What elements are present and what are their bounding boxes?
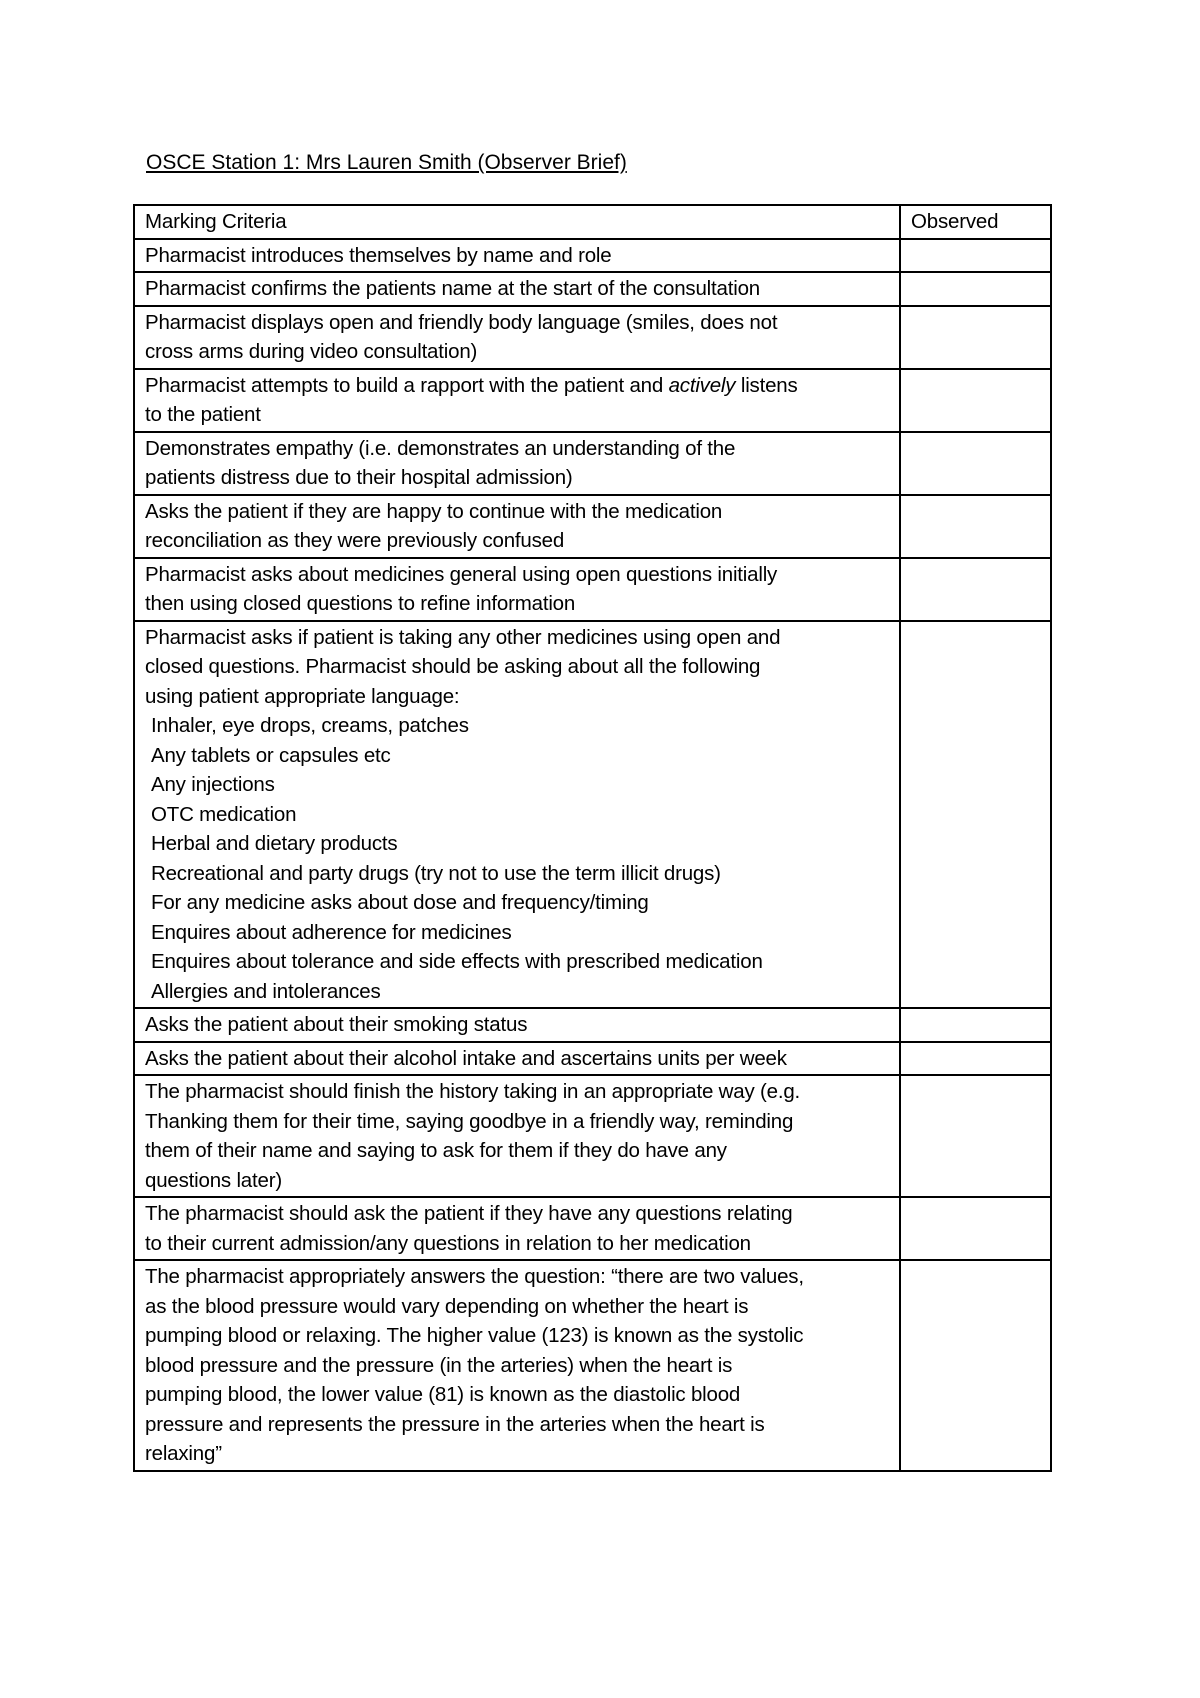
criteria-sub-item: Enquires about adherence for medicines bbox=[151, 920, 512, 944]
table-row bbox=[134, 1197, 1051, 1260]
criteria-text: questions later) bbox=[145, 1168, 282, 1192]
criteria-text: listens bbox=[735, 373, 798, 397]
criteria-sub-item: OTC medication bbox=[151, 802, 297, 826]
criteria-cell bbox=[134, 495, 900, 558]
criteria-cell bbox=[134, 621, 900, 1009]
page-title: OSCE Station 1: Mrs Lauren Smith (Observer Brief) bbox=[146, 151, 627, 174]
criteria-text-emphasis: actively bbox=[668, 373, 736, 397]
observed-cell[interactable] bbox=[900, 558, 1051, 621]
criteria-text: them of their name and saying to ask for them if they do have any bbox=[145, 1139, 727, 1162]
criteria-cell bbox=[134, 558, 900, 621]
observed-cell[interactable] bbox=[900, 239, 1051, 273]
criteria-sub-item: Herbal and dietary products bbox=[151, 832, 398, 855]
criteria-cell bbox=[134, 1075, 900, 1197]
criteria-text: Pharmacist confirms the patients name at the start of the consultation bbox=[145, 277, 760, 300]
criteria-text: as the blood pressure would vary depending on whether the heart is bbox=[145, 1294, 749, 1318]
table-row bbox=[134, 306, 1051, 369]
criteria-text: patients distress due to their hospital admission) bbox=[145, 466, 573, 489]
criteria-text: Pharmacist asks about medicines general using open questions initially bbox=[145, 562, 778, 586]
criteria-sub-item: Enquires about tolerance and side effects with prescribed medication bbox=[151, 950, 763, 973]
criteria-text: cross arms during video consultation) bbox=[145, 340, 478, 363]
criteria-cell bbox=[134, 1260, 900, 1471]
observed-cell[interactable] bbox=[900, 432, 1051, 495]
criteria-cell bbox=[134, 239, 900, 273]
header-marking-criteria: Marking Criteria bbox=[134, 205, 900, 239]
table-row bbox=[134, 369, 1051, 432]
observed-cell[interactable] bbox=[900, 1042, 1051, 1076]
criteria-text: Pharmacist asks if patient is taking any other medicines using open and bbox=[145, 625, 781, 649]
marking-criteria-table bbox=[133, 204, 1052, 1472]
observed-cell[interactable] bbox=[900, 1008, 1051, 1042]
table-row bbox=[134, 1008, 1051, 1042]
table-row bbox=[134, 1260, 1051, 1471]
criteria-cell bbox=[134, 1197, 900, 1260]
criteria-text: then using closed questions to refine information bbox=[145, 592, 576, 615]
table-row bbox=[134, 621, 1051, 1009]
criteria-sub-item: Allergies and intolerances bbox=[151, 979, 381, 1003]
criteria-sub-item: Any injections bbox=[151, 773, 275, 796]
criteria-text-line bbox=[145, 371, 889, 401]
criteria-text: Pharmacist attempts to build a rapport with the patient and bbox=[145, 373, 669, 397]
criteria-cell bbox=[134, 1042, 900, 1076]
criteria-text: blood pressure and the pressure (in the arteries) when the heart is bbox=[145, 1353, 733, 1377]
criteria-text: The pharmacist should ask the patient if they have any questions relating bbox=[145, 1202, 793, 1225]
criteria-text: Demonstrates empathy (i.e. demonstrates an understanding of the bbox=[145, 436, 736, 460]
table-row bbox=[134, 558, 1051, 621]
criteria-cell bbox=[134, 306, 900, 369]
criteria-text: Pharmacist introduces themselves by name and role bbox=[145, 243, 612, 267]
criteria-cell bbox=[134, 1008, 900, 1042]
criteria-text: Thanking them for their time, saying goodbye in a friendly way, reminding bbox=[145, 1109, 794, 1133]
criteria-text: closed questions. Pharmacist should be asking about all the following bbox=[145, 655, 761, 678]
observed-cell[interactable] bbox=[900, 1260, 1051, 1471]
criteria-text: using patient appropriate language: bbox=[145, 684, 460, 708]
criteria-text: pumping blood, the lower value (81) is known as the diastolic blood bbox=[145, 1383, 741, 1406]
criteria-sub-item: Inhaler, eye drops, creams, patches bbox=[151, 714, 469, 737]
criteria-text: Asks the patient about their smoking status bbox=[145, 1013, 528, 1036]
header-observed: Observed bbox=[900, 205, 1051, 239]
observed-cell[interactable] bbox=[900, 369, 1051, 432]
criteria-sub-item: Recreational and party drugs (try not to use the term illicit drugs) bbox=[151, 861, 721, 885]
table-row bbox=[134, 495, 1051, 558]
table-row bbox=[134, 239, 1051, 273]
observed-cell[interactable] bbox=[900, 495, 1051, 558]
criteria-text: Pharmacist displays open and friendly body language (smiles, does not bbox=[145, 310, 778, 334]
table-row bbox=[134, 272, 1051, 306]
criteria-text: pumping blood or relaxing. The higher value (123) is known as the systolic bbox=[145, 1324, 804, 1347]
criteria-text: relaxing” bbox=[145, 1442, 222, 1465]
table-header-row bbox=[134, 205, 1051, 239]
criteria-text: to the patient bbox=[145, 403, 261, 426]
criteria-sub-item: Any tablets or capsules etc bbox=[151, 743, 391, 767]
observed-cell[interactable] bbox=[900, 1197, 1051, 1260]
table-row bbox=[134, 432, 1051, 495]
table-row bbox=[134, 1075, 1051, 1197]
criteria-text: Asks the patient about their alcohol intake and ascertains units per week bbox=[145, 1046, 787, 1070]
criteria-text: Asks the patient if they are happy to continue with the medication bbox=[145, 499, 723, 523]
criteria-text: The pharmacist appropriately answers the question: “there are two values, bbox=[145, 1265, 804, 1288]
criteria-cell bbox=[134, 369, 900, 432]
criteria-text: reconciliation as they were previously confused bbox=[145, 529, 565, 552]
criteria-text: The pharmacist should finish the history taking in an appropriate way (e.g. bbox=[145, 1080, 801, 1103]
observed-cell[interactable] bbox=[900, 621, 1051, 1009]
criteria-cell bbox=[134, 272, 900, 306]
observed-cell[interactable] bbox=[900, 306, 1051, 369]
observed-cell[interactable] bbox=[900, 1075, 1051, 1197]
observed-cell[interactable] bbox=[900, 272, 1051, 306]
criteria-text: to their current admission/any questions in relation to her medication bbox=[145, 1231, 751, 1255]
criteria-sub-item: For any medicine asks about dose and frequency/timing bbox=[151, 891, 649, 914]
criteria-text: pressure and represents the pressure in the arteries when the heart is bbox=[145, 1412, 765, 1436]
criteria-cell bbox=[134, 432, 900, 495]
table-row bbox=[134, 1042, 1051, 1076]
